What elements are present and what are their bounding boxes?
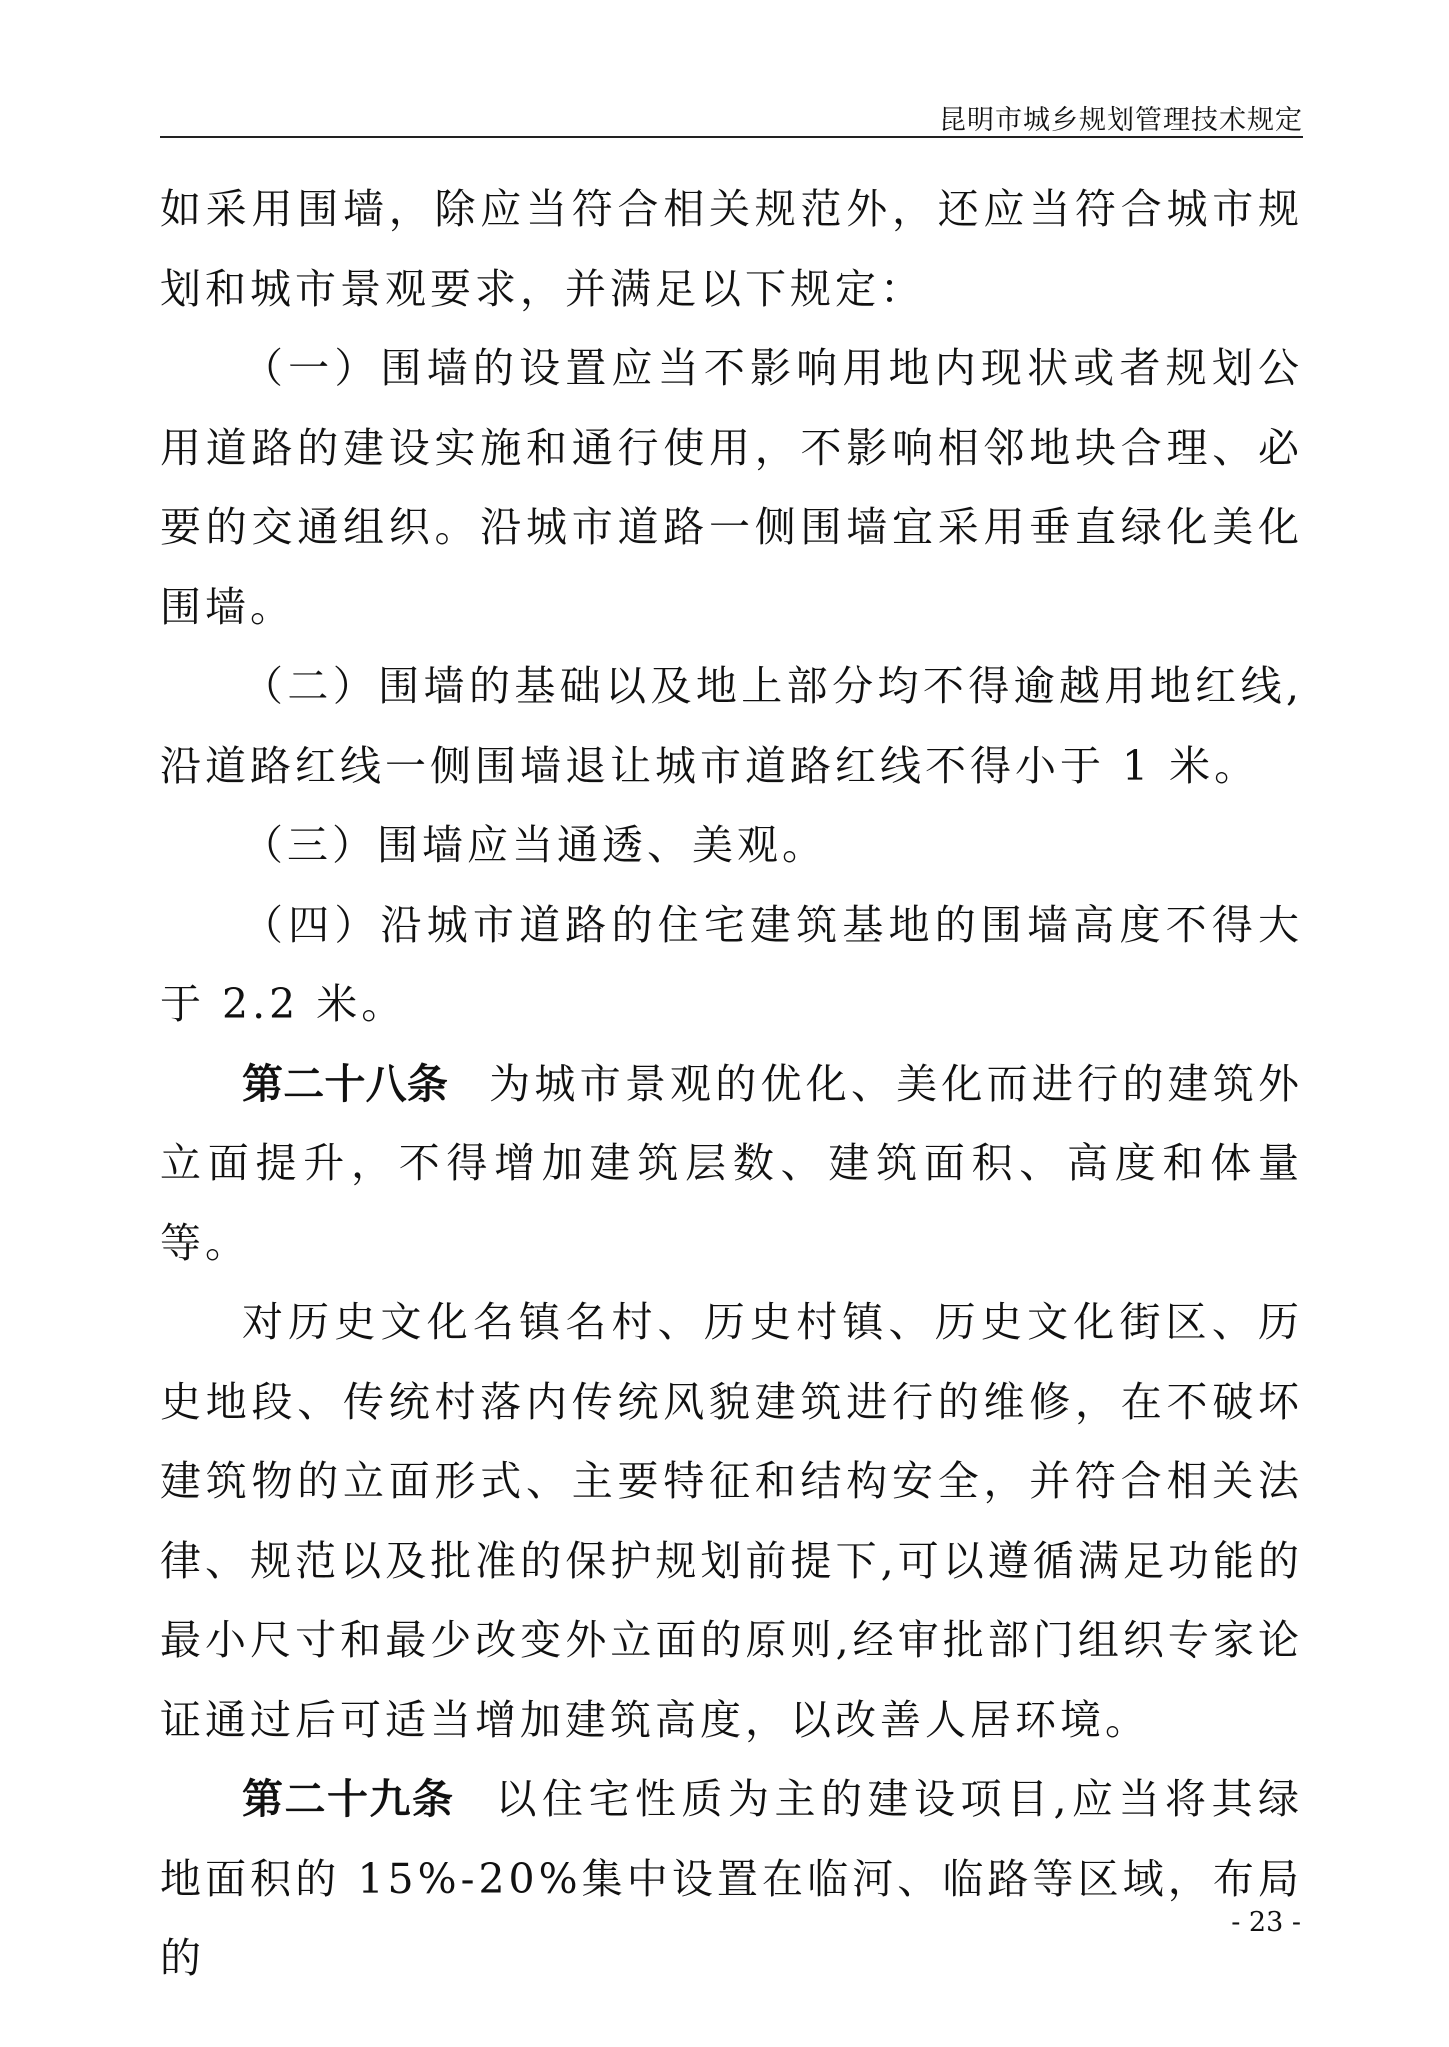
intro-paragraph: 如采用围墙，除应当符合相关规范外，还应当符合城市规划和城市景观要求，并满足以下规定： xyxy=(160,185,1303,313)
page-number: - 23 - xyxy=(1231,1907,1301,1938)
article-29 xyxy=(160,1760,1303,1999)
article-28-label: 第二十八条 xyxy=(242,1059,449,1108)
running-header: 昆明市城乡规划管理技术规定 xyxy=(939,105,1303,136)
clause-3: （三）围墙应当通透、美观。 xyxy=(242,821,827,869)
clause-2: （二）围墙的基础以及地上部分均不得逾越用地红线,沿道路红线一侧围墙退让城市道路红线不得小于 1 米。 xyxy=(160,662,1303,790)
article-28-paragraph-2: 对历史文化名镇名村、历史村镇、历史文化街区、历史地段、传统村落内传统风貌建筑进行的维修，在不破坏建筑物的立面形式、主要特征和结构安全，并符合相关法律、规范以及批准的保护规划前提下,可以遵循满足功能的最小尺寸和最少改变外立面的原则,经审批部门组织专家论证通过后可适当增加建筑高度，以改善人居环境。 xyxy=(160,1298,1303,1744)
article-29-text: 以住宅性质为主的建设项目,应当将其绿地面积的 15%-20%集中设置在临河、临路等区域，布局的 xyxy=(160,1775,1304,1982)
clause-1: （一）围墙的设置应当不影响用地内现状或者规划公用道路的建设实施和通行使用，不影响相邻地块合理、必要的交通组织。沿城市道路一侧围墙宜采用垂直绿化美化围墙。 xyxy=(160,344,1303,631)
article-28 xyxy=(160,1045,1303,1284)
article-29-label: 第二十九条 xyxy=(242,1775,455,1823)
article-28-text: 为城市景观的优化、美化而进行的建筑外立面提升，不得增加建筑层数、建筑面积、高度和体量等。 xyxy=(160,1059,1304,1267)
clause-4: （四）沿城市道路的住宅建筑基地的围墙高度不得大于 2.2 米。 xyxy=(160,900,1303,1028)
header-divider xyxy=(160,136,1303,138)
document-body xyxy=(160,170,1303,1999)
